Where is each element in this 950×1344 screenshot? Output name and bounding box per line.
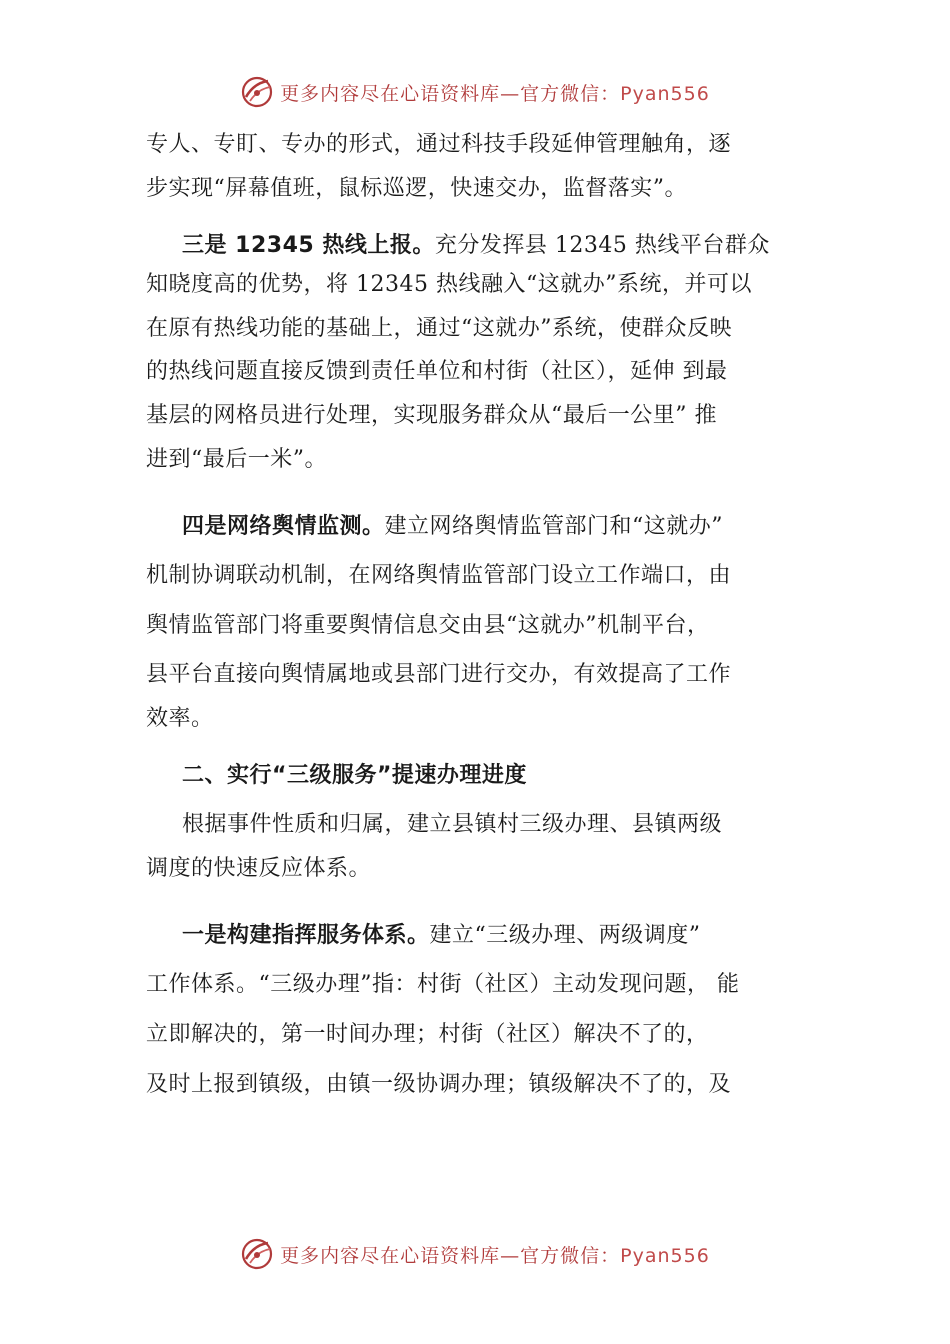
paragraph-lead: 三是 12345 热线上报。 [182,233,435,258]
text-line: 工作体系。“三级办理”指：村街（社区）主动发现问题， 能 [146,972,740,997]
section-paragraph-heading: 三是 12345 热线上报。充分发挥县 12345 热线平台群众 [182,233,770,258]
section-paragraph-heading: 四是网络舆情监测。建立网络舆情监管部门和“这就办” [182,514,724,539]
paragraph-lead: 一是构建指挥服务体系。 [182,923,430,948]
text-line: 机制协调联动机制，在网络舆情监管部门设立工作端口，由 [146,563,732,588]
text-line: 县平台直接向舆情属地或县部门进行交办，有效提高了工作 [146,662,732,687]
header-wechat-id: Pyan556 [620,82,710,105]
logo-icon [240,75,274,109]
footer-wechat-id: Pyan556 [620,1244,710,1267]
text-line: 在原有热线功能的基础上，通过“这就办”系统，使群众反映 [146,316,732,341]
text-line: 立即解决的，第一时间办理；村街（社区）解决不了的， [146,1022,709,1047]
text-line: 根据事件性质和归属，建立县镇村三级办理、县镇两级 [182,812,723,837]
footer-banner [0,1232,950,1276]
text-line: 调度的快速反应体系。 [146,856,372,881]
text-line: 专人、专盯、专办的形式，通过科技手段延伸管理触角，逐 [146,132,732,157]
paragraph-lead: 四是网络舆情监测。 [182,514,385,539]
footer-banner-text: 更多内容尽在心语资料库—官方微信：Pyan556 [280,1244,710,1267]
text-line: 及时上报到镇级，由镇一级协调办理；镇级解决不了的，及 [146,1072,732,1097]
header-banner [0,70,950,114]
heading-text: 二、实行“三级服务”提速办理进度 [182,763,527,788]
text-line: 知晓度高的优势，将 12345 热线融入“这就办”系统，并可以 [146,272,752,297]
text-line: 效率。 [146,706,214,731]
section-heading [182,761,527,791]
text-line: 进到“最后一米”。 [146,447,327,472]
text-line: 舆情监管部门将重要舆情信息交由县“这就办”机制平台， [146,613,710,638]
text-line: 基层的网格员进行处理，实现服务群众从“最后一公里” 推 [146,403,717,428]
text-line: 步实现“屏幕值班，鼠标巡逻，快速交办，监督落实”。 [146,176,687,201]
section-paragraph-heading: 一是构建指挥服务体系。建立“三级办理、两级调度” [182,923,701,948]
header-banner-text: 更多内容尽在心语资料库—官方微信：Pyan556 [280,82,710,105]
text-line: 的热线问题直接反馈到责任单位和村街（社区），延伸 到最 [146,359,728,384]
logo-icon [240,1237,274,1271]
